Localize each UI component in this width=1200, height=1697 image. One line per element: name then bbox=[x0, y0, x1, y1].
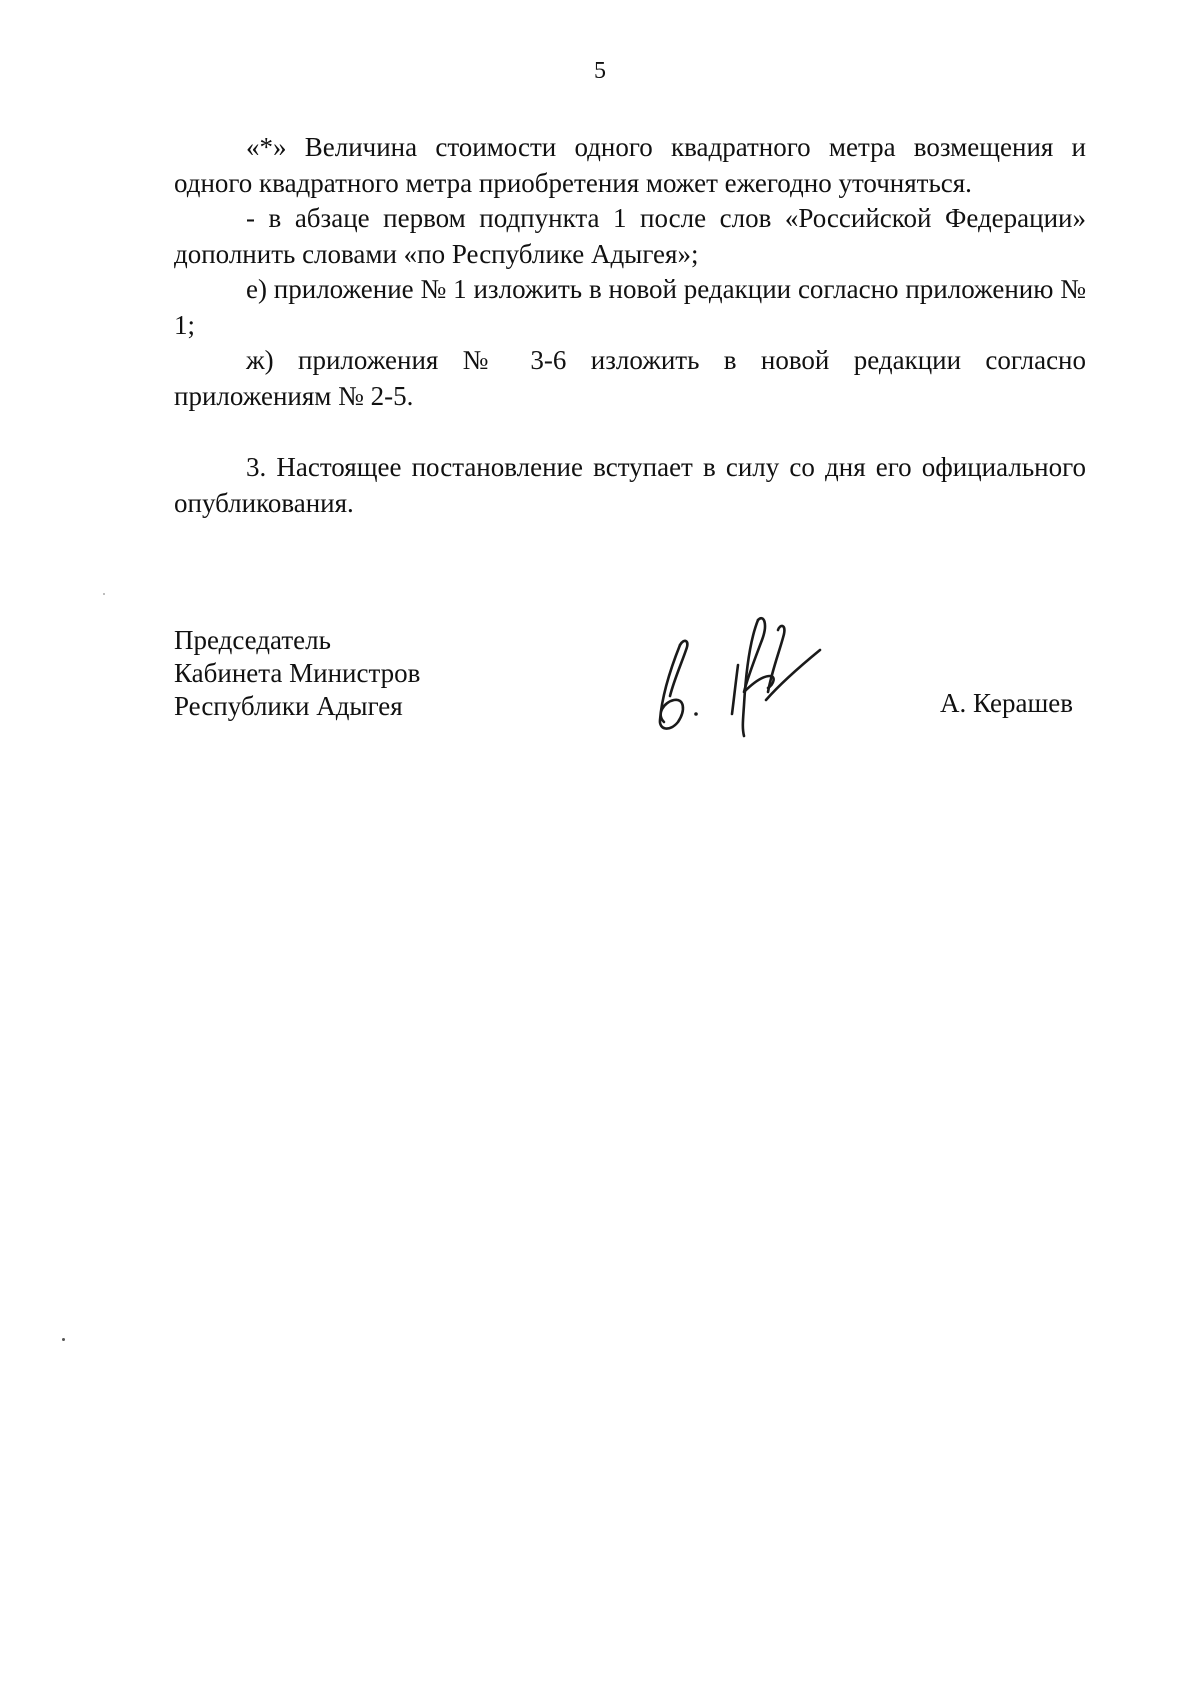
scan-speck bbox=[103, 593, 105, 595]
signatory-title-line: Председатель bbox=[174, 625, 331, 655]
paragraph-amendment-federation: - в абзаце первом подпункта 1 после слов «Российской Федерации» дополнить словами «по Республике Адыгея»; bbox=[174, 203, 1086, 269]
paragraph-entry-into-force: 3. Настоящее постановление вступает в силу со дня его официального опубликования. bbox=[174, 452, 1086, 518]
signatory-title bbox=[174, 624, 420, 723]
signer-name: А. Керашев bbox=[940, 688, 1073, 718]
document-body bbox=[174, 130, 1086, 521]
scan-speck bbox=[62, 1338, 65, 1341]
signatory-title-line: Кабинета Министров bbox=[174, 658, 421, 688]
paragraph-appendices-3-6: ж) приложения № 3-6 изложить в новой редакции согласно приложениям № 2-5. bbox=[174, 345, 1086, 411]
handwritten-signature-icon bbox=[640, 610, 840, 740]
paragraph-appendix-1: е) приложение № 1 изложить в новой редакции согласно приложению № 1; bbox=[174, 274, 1086, 340]
page-number: 5 bbox=[594, 58, 606, 84]
signatory-title-line: Республики Адыгея bbox=[174, 691, 403, 721]
paragraph-cost-note: «*» Величина стоимости одного квадратного метра возмещения и одного квадратного метра приобретения может ежегодно уточняться. bbox=[174, 132, 1086, 198]
